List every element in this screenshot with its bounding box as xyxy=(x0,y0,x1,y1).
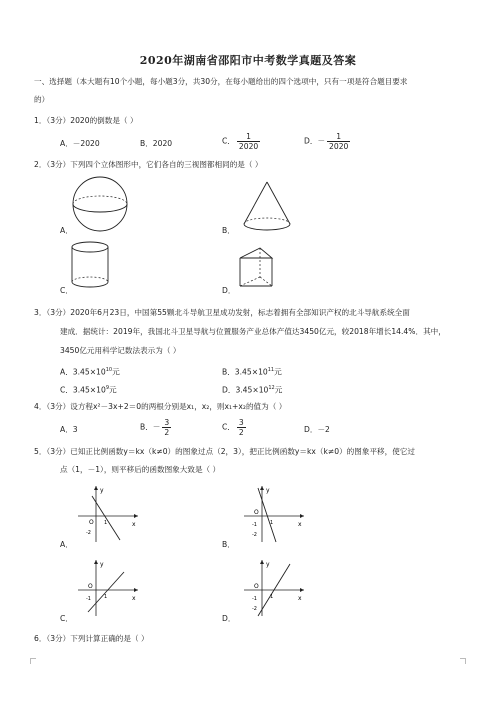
q3-option-b-unit: 元 xyxy=(274,367,282,377)
fraction-numerator: 3 xyxy=(164,418,170,427)
graph-b-y-label: y xyxy=(266,487,270,494)
cone-figure xyxy=(240,180,300,238)
q5-option-d[interactable]: D． xyxy=(222,614,236,623)
section-heading: 一、选择题（本大题有10个小题，每小题3分，共30分，在每小题给出的四个选项中，只有一项是符合题目要求 xyxy=(34,77,408,86)
fraction-denominator: 2020 xyxy=(329,142,349,151)
q1-option-d-fraction xyxy=(327,132,350,151)
graph-d-tick-1: 1 xyxy=(270,594,274,600)
q5-option-a[interactable]: A． xyxy=(60,540,73,549)
q4-option-c-prefix: C． xyxy=(222,422,235,432)
graph-a-tick-neg2: -2 xyxy=(86,530,91,536)
graph-b-x-label: x xyxy=(298,521,302,528)
q3-option-a-exponent: 10 xyxy=(105,367,113,373)
q2-option-b[interactable]: B． xyxy=(222,226,235,235)
graph-d-origin: O xyxy=(254,583,259,590)
graph-c-x-label: x xyxy=(132,595,136,602)
crop-mark xyxy=(460,658,466,664)
graph-c xyxy=(74,556,144,620)
q3-option-b-exponent: 11 xyxy=(267,367,275,373)
fraction-denominator: 2020 xyxy=(238,142,259,151)
q5-option-c[interactable]: C． xyxy=(60,614,73,623)
graph-c-tick-1: 1 xyxy=(104,594,108,600)
graph-b-tick-neg2: -2 xyxy=(252,532,257,538)
q2-option-a[interactable]: A． xyxy=(60,226,73,235)
graph-d-x-label: x xyxy=(298,595,302,602)
q5-stem-line1: 5．（3分）已知正比例函数y＝kx（k≠0）的图象过点（2，3），把正比例函数y＝kx（k≠0）的图象平移，使它过 xyxy=(34,447,416,456)
graph-b xyxy=(240,482,310,546)
graph-a-origin: O xyxy=(89,519,94,526)
q3-option-a-base: A．3.45×10 xyxy=(60,367,106,377)
graph-a-tick-1: 1 xyxy=(104,520,108,526)
graph-c-origin: O xyxy=(88,583,93,590)
q3-option-d[interactable] xyxy=(222,383,282,396)
q1-option-c-prefix: C． xyxy=(222,136,235,146)
q1-option-c[interactable] xyxy=(222,132,260,151)
fraction-numerator: 3 xyxy=(238,418,244,427)
q1-option-d[interactable] xyxy=(304,132,350,151)
graph-d-y-label: y xyxy=(266,561,270,568)
q2-option-d[interactable]: D． xyxy=(222,286,236,295)
crop-mark xyxy=(30,658,36,664)
q5-option-b[interactable]: B． xyxy=(222,540,235,549)
q3-option-a[interactable] xyxy=(60,365,120,378)
q3-option-d-unit: 元 xyxy=(274,385,283,395)
q3-option-b-base: B．3.45×10 xyxy=(222,367,268,377)
q3-option-d-exponent: 12 xyxy=(268,385,275,391)
graph-c-tick-neg1: -1 xyxy=(86,596,91,602)
q4-stem: 4．（3分）设方程x²－3x+2＝0的两根分别是x₁，x₂，则x₁+x₂的值为（ ） xyxy=(34,402,287,411)
graph-a xyxy=(74,482,144,546)
triangular-prism-figure xyxy=(236,244,286,292)
graph-a-y-label: y xyxy=(100,487,104,494)
q3-option-b[interactable] xyxy=(222,365,282,378)
q3-option-a-unit: 元 xyxy=(112,367,120,377)
graph-a-x-label: x xyxy=(132,521,136,528)
q1-stem: 1．（3分）2020的倒数是（ ） xyxy=(34,116,138,125)
graph-b-origin: O xyxy=(254,509,259,516)
fraction-denominator: 2 xyxy=(164,428,170,437)
sphere-figure xyxy=(64,176,144,236)
q1-option-d-prefix: D．－ xyxy=(304,136,326,146)
graph-d-tick-neg2: -2 xyxy=(252,606,257,612)
q4-option-c-fraction xyxy=(237,418,246,437)
q3-stem-line1: 3．（3分）2020年6月23日，中国第55颗北斗导航卫星成功发射，标志着拥有全部知识产权的北斗导航系统全面 xyxy=(34,308,410,317)
q3-stem-line2: 建成．据统计：2019年，我国北斗卫星导航与位置服务产业总体产值达3450亿元，较2018年增长14.4%．其中， xyxy=(60,327,446,336)
fraction-numerator: 1 xyxy=(237,132,260,142)
fraction-numerator: 1 xyxy=(327,132,350,142)
graph-c-y-label: y xyxy=(100,561,104,568)
q3-option-c-exponent: 9 xyxy=(105,385,110,391)
graph-d xyxy=(240,556,310,620)
graph-b-tick-neg1: -1 xyxy=(252,522,257,528)
q3-option-c[interactable] xyxy=(60,383,117,396)
q2-stem: 2．（3分）下列四个立体图形中，它们各自的三视图都相同的是（ ） xyxy=(34,160,263,169)
q3-stem-line3: 3450亿元用科学记数法表示为（ ） xyxy=(60,346,181,355)
q3-option-c-unit: 元 xyxy=(109,385,117,395)
q6-stem: 6．（3分）下列计算正确的是（ ） xyxy=(34,634,149,643)
q4-option-a[interactable]: A．3 xyxy=(60,425,78,434)
q1-option-c-fraction xyxy=(237,132,260,151)
q4-option-b-prefix: B．－ xyxy=(140,422,161,432)
q5-stem-line2: 点（1，－1），则平移后的函数图象大致是（ ） xyxy=(60,465,221,474)
graph-d-tick-neg1: -1 xyxy=(252,596,257,602)
q4-option-d[interactable]: D．－2 xyxy=(304,425,330,434)
q3-option-d-base: D．3.45×10 xyxy=(222,385,269,395)
q1-option-a[interactable]: A．－2020 xyxy=(60,139,100,148)
section-heading-cont: 的） xyxy=(34,95,50,104)
cylinder-figure xyxy=(68,240,118,292)
fraction-denominator: 2 xyxy=(238,428,244,437)
q2-option-c[interactable]: C． xyxy=(60,286,73,295)
q1-option-b[interactable]: B．2020 xyxy=(140,139,173,148)
q4-option-b[interactable] xyxy=(140,418,171,437)
q3-option-c-base: C．3.45×10 xyxy=(60,385,106,395)
q4-option-c[interactable] xyxy=(222,418,246,437)
graph-b-tick-1: 1 xyxy=(270,520,274,526)
page-title: 2020年湖南省邵阳市中考数学真题及答案 xyxy=(139,54,357,67)
q4-option-b-fraction xyxy=(162,418,171,437)
